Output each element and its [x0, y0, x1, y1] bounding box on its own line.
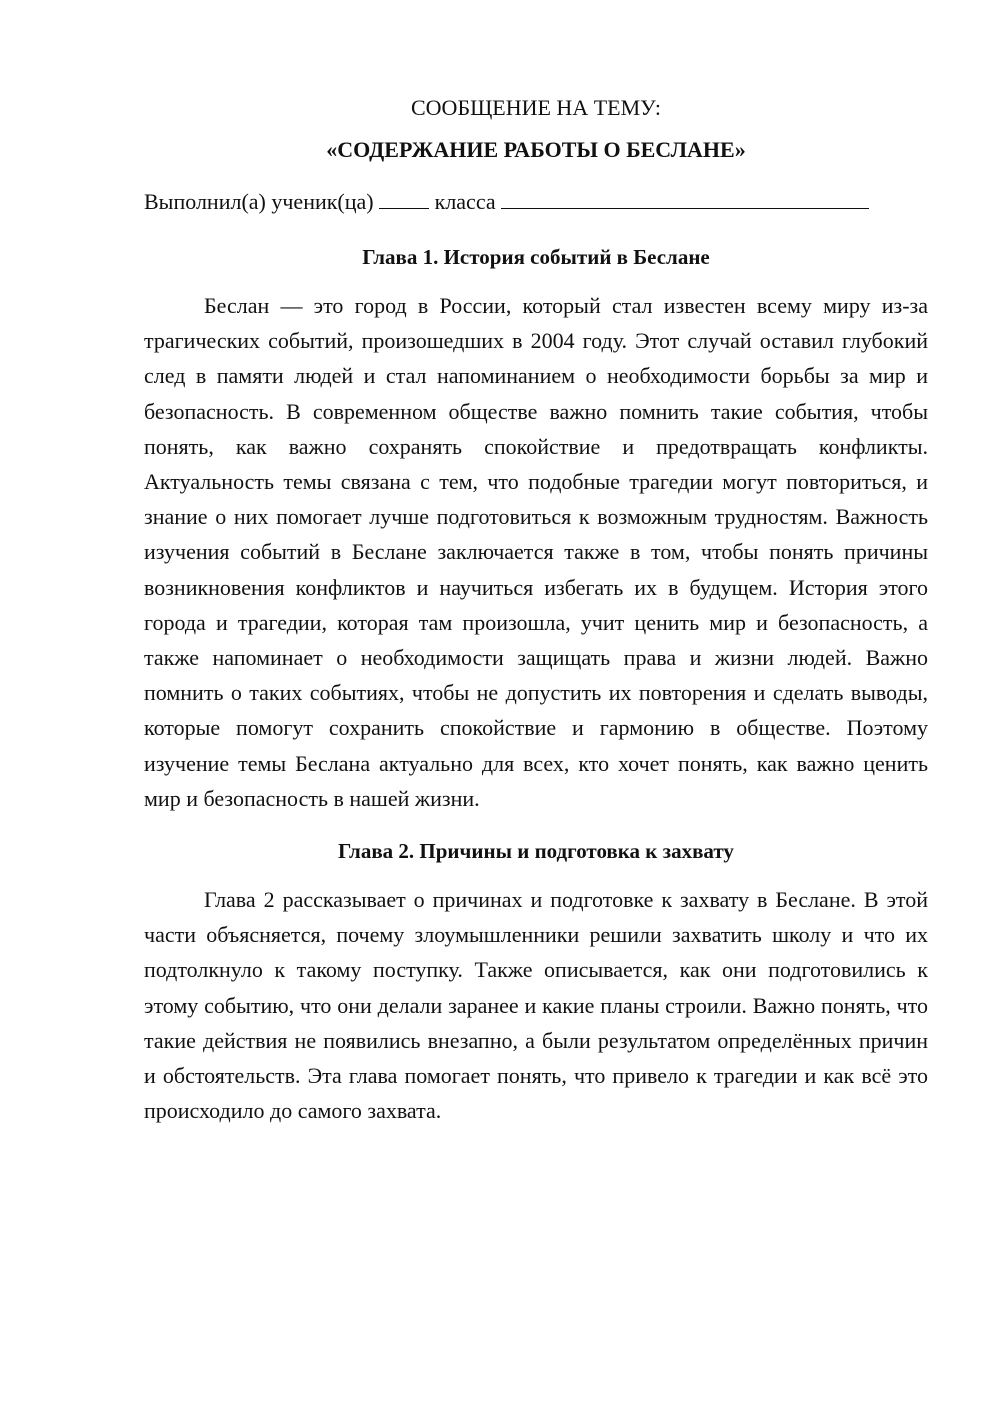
- document-title-line1: СООБЩЕНИЕ НА ТЕМУ:: [411, 95, 661, 120]
- chapter-1-paragraph: Беслан — это город в России, который стал известен всему миру из-за трагических событий, произошедших в 2004 году. Этот случай оставил глубокий след в памяти людей и стал напоминанием о необходимости борьбы за мир и безопасность. В современном обществе важно помнить такие события, чтобы понять, как важно сохранять спокойствие и предотвращать конфликты. Актуальность темы связана с тем, что подобные трагедии могут повториться, и знание о них помогает лучше подготовиться к возможным трудностям. Важность изучения событий в Беслане заключается также в том, чтобы понять причины возникновения конфликтов и научиться избегать их в будущем. История этого города и трагедии, которая там произошла, учит ценить мир и безопасность, а также напоминает о необходимости защищать права и жизни людей. Важно помнить о таких событиях, чтобы не допустить их повторения и сделать выводы, которые помогут сохранить спокойствие и гармонию в обществе. Поэтому изучение темы Беслана актуально для всех, кто хочет понять, как важно ценить мир и безопасность в нашей жизни.: [144, 293, 928, 811]
- chapter-2-title: Глава 2. Причины и подготовка к захвату: [338, 839, 734, 864]
- class-number-blank: [379, 188, 429, 209]
- chapter-2-paragraph: Глава 2 рассказывает о причинах и подготовке к захвату в Беслане. В этой части объясняется, почему злоумышленники решили захватить школу и что их подтолкнуло к такому поступку. Также описывается, как они подготовились к этому событию, что они делали заранее и какие планы строили. Важно понять, что такие действия не появились внезапно, а были результатом определённых причин и обстоятельств. Эта глава помогает понять, что привело к трагедии и как всё это происходило до самого захвата.: [144, 887, 928, 1124]
- author-line: [144, 186, 928, 218]
- student-name-blank: [501, 188, 869, 209]
- class-label: класса: [434, 189, 496, 214]
- chapter-1-title: Глава 1. История событий в Беслане: [362, 245, 710, 269]
- student-label: Выполнил(а) ученик(ца): [144, 189, 374, 214]
- document-content: [144, 92, 928, 1128]
- document-title-line2: «СОДЕРЖАНИЕ РАБОТЫ О БЕСЛАНЕ»: [326, 137, 746, 162]
